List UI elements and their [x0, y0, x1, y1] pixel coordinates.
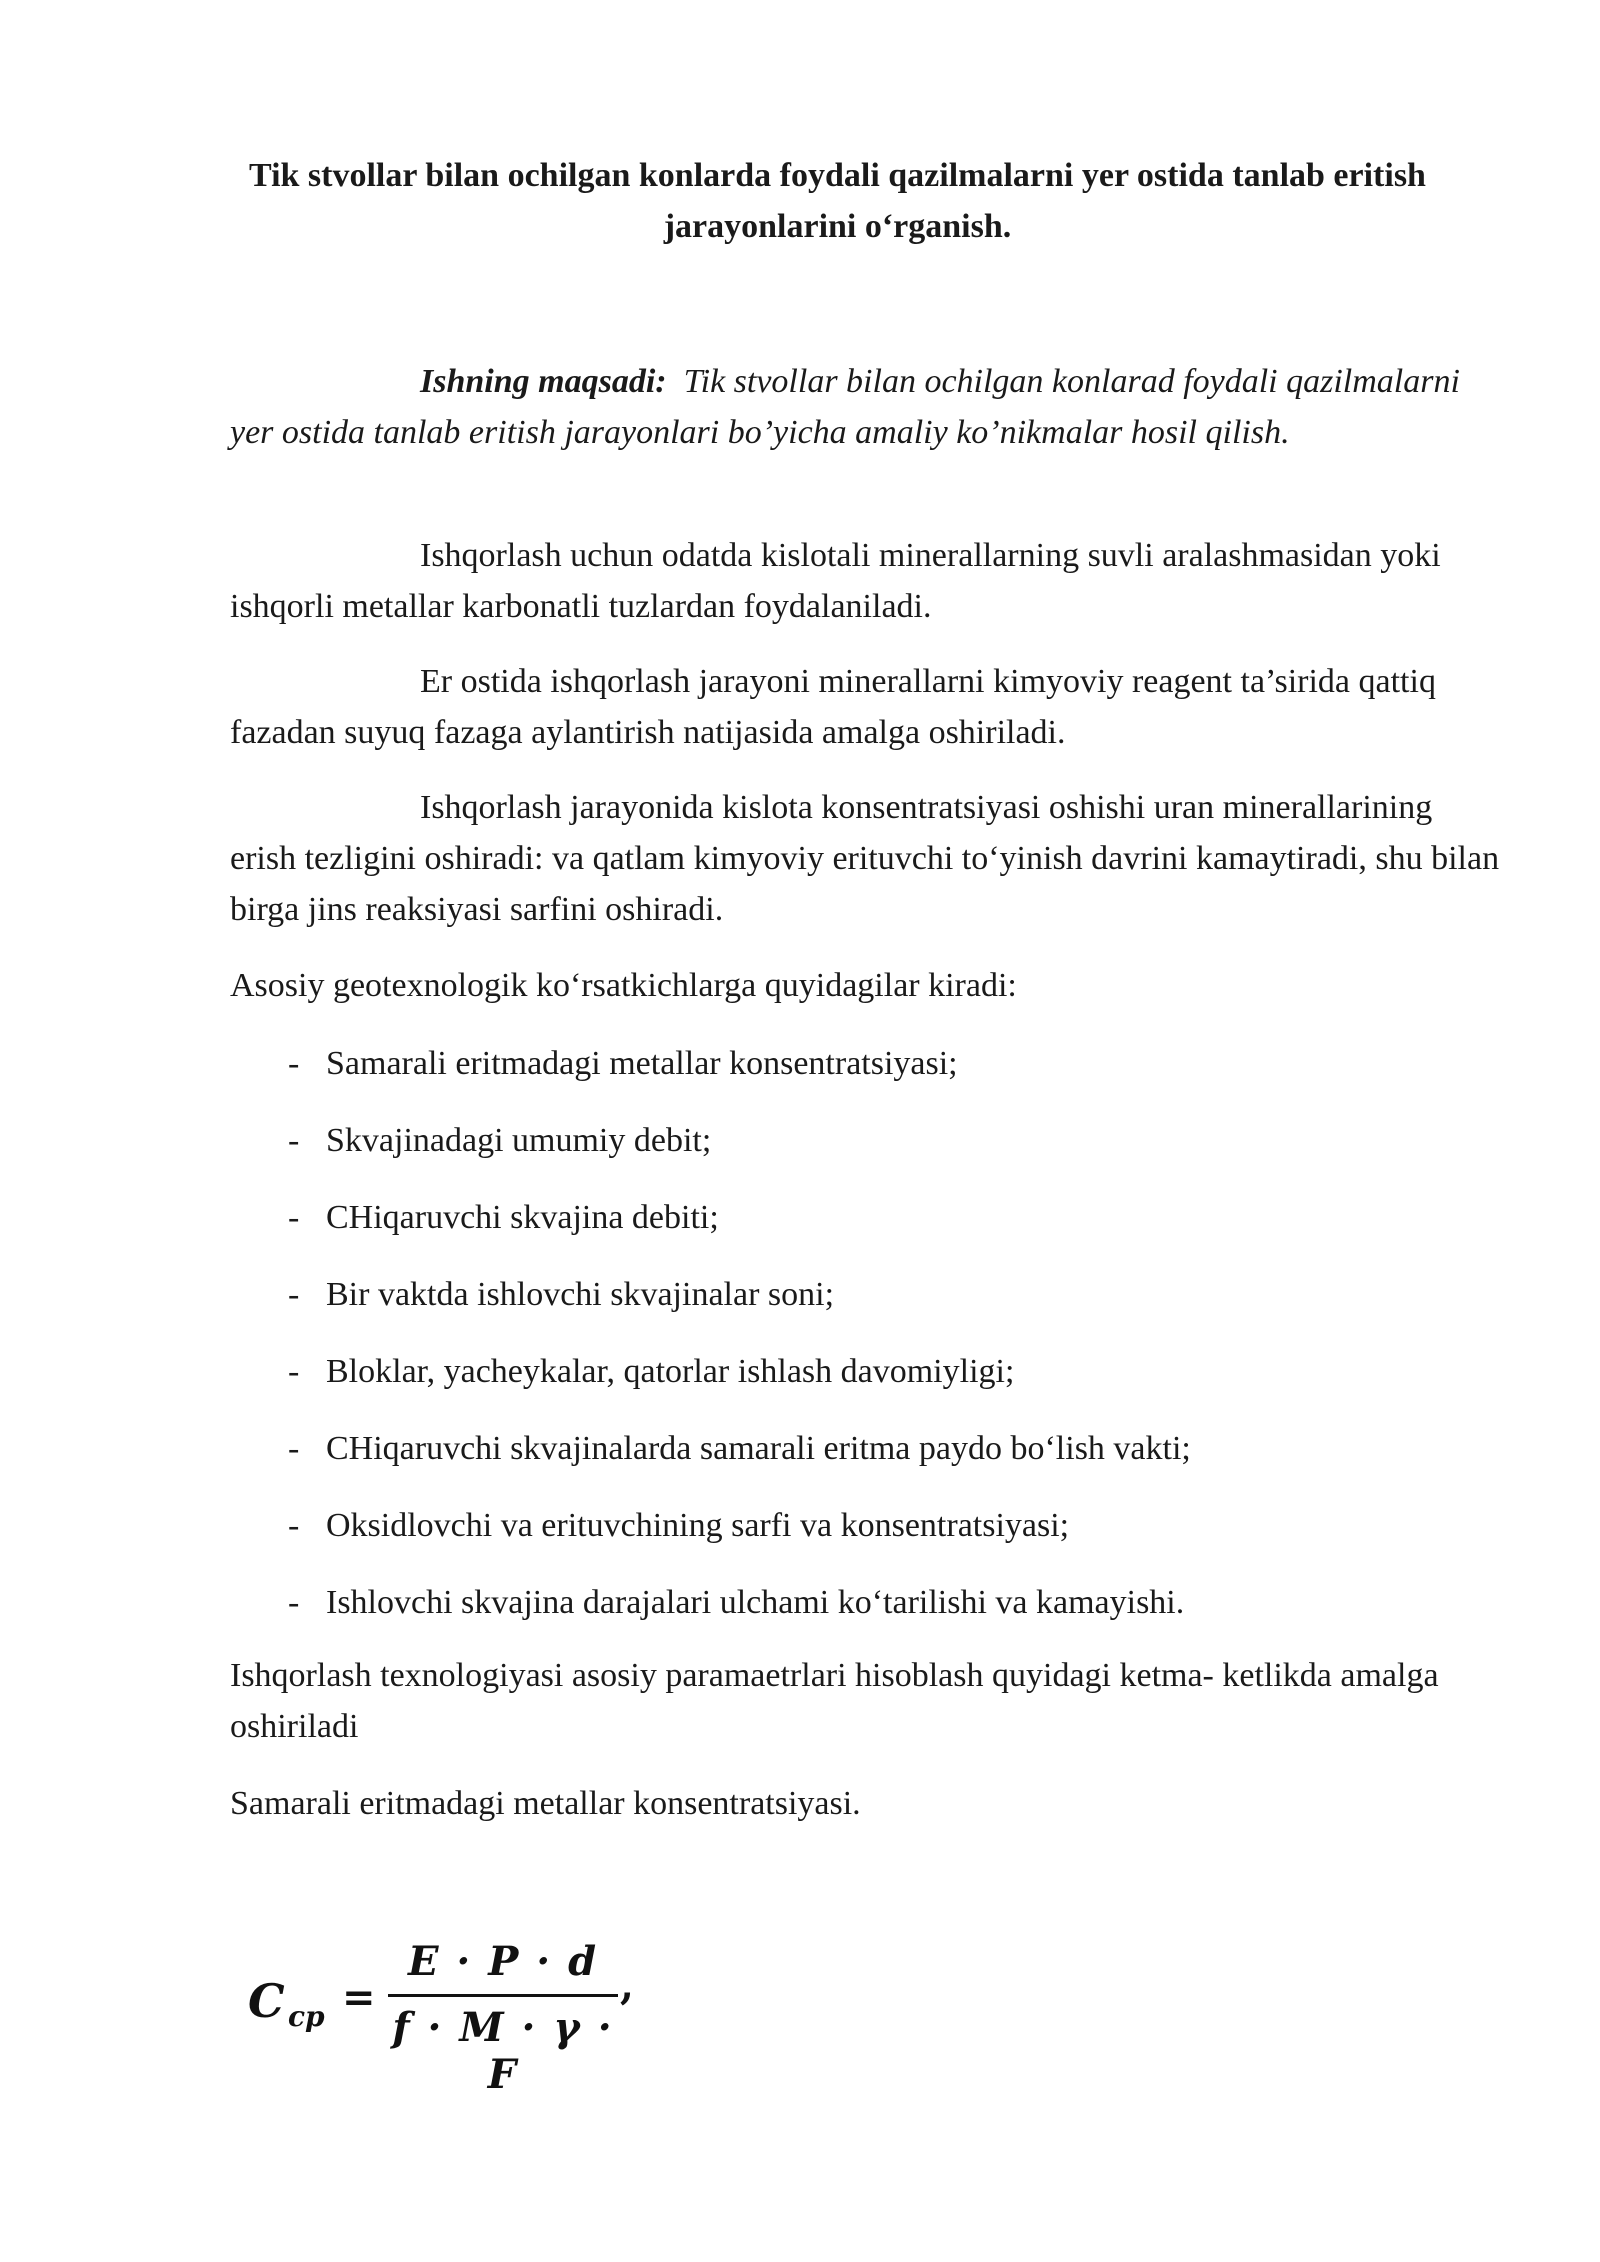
- paragraph-2: Er ostida ishqorlash jarayoni minerallarni kimyoviy reagent ta’sirida qattiq fazadan suyuq fazaga aylantirish natijasida amalga oshiriladi.: [230, 663, 1436, 751]
- list-dash: -: [288, 1430, 300, 1467]
- concentration-formula: [248, 1938, 634, 2098]
- list-intro: Asosiy geotexnologik ko‘rsatkichlarga quyidagilar kiradi:: [230, 967, 1017, 1004]
- paragraph-1: Ishqorlash uchun odatda kislotali minerallarning suvli aralashmasidan yoki ishqorli metallar karbonatli tuzlardan foydalaniladi.: [230, 537, 1441, 625]
- goal-label: Ishning maqsadi:: [420, 363, 667, 400]
- list-item: [288, 1346, 1191, 1423]
- list-dash: -: [288, 1276, 300, 1313]
- list-item-text: CHiqaruvchi skvajinalarda samarali eritma paydo bo‘lish vakti;: [326, 1430, 1191, 1467]
- formula-numerator: E · P · d: [407, 1938, 599, 1985]
- list-item: [288, 1192, 1191, 1269]
- list-dash: -: [288, 1122, 300, 1159]
- list-item: [288, 1115, 1191, 1192]
- document-title: Tik stvollar bilan ochilgan konlarda foydali qazilmalarni yer ostida tanlab eritish jarayonlarini o‘rganish.: [249, 157, 1426, 245]
- list-dash: -: [288, 1353, 300, 1390]
- calc-intro: Ishqorlash texnologiyasi asosiy paramaetrlari hisoblash quyidagi ketma- ketlikda amalga oshiriladi: [230, 1657, 1439, 1745]
- list-item-text: Skvajinadagi umumiy debit;: [326, 1122, 712, 1159]
- list-item-text: Samarali eritmadagi metallar konsentratsiyasi;: [326, 1045, 958, 1082]
- list-dash: -: [288, 1584, 300, 1621]
- list-item-text: Ishlovchi skvajina darajalari ulchami ko‘tarilishi va kamayishi.: [326, 1584, 1185, 1621]
- list-item: [288, 1500, 1191, 1577]
- formula-comma: ,: [620, 1962, 634, 2009]
- list-item: [288, 1038, 1191, 1115]
- formula-fraction-bar: [388, 1994, 618, 1997]
- list-item-text: CHiqaruvchi skvajina debiti;: [326, 1199, 719, 1236]
- list-item: [288, 1423, 1191, 1500]
- formula-denominator: f · M · γ · F: [392, 2004, 614, 2098]
- formula-equals: =: [342, 1974, 376, 2021]
- list-item: [288, 1269, 1191, 1346]
- formula-subscript: cp: [288, 2000, 325, 2033]
- formula-caption: Samarali eritmadagi metallar konsentratsiyasi.: [230, 1785, 861, 1822]
- list-item-text: Bloklar, yacheykalar, qatorlar ishlash davomiyligi;: [326, 1353, 1015, 1390]
- goal-text: Tik stvollar bilan ochilgan konlarad foydali qazilmalarni yer ostida tanlab eritish jarayonlari bo’yicha amaliy ko’nikmalar hosil qilish.: [230, 363, 1460, 451]
- formula-lhs: C: [248, 1974, 285, 2028]
- goal-paragraph: [230, 356, 1500, 458]
- list-item: [288, 1577, 1191, 1654]
- paragraph-3: Ishqorlash jarayonida kislota konsentratsiyasi oshishi uran minerallarining erish tezligini oshiradi: va qatlam kimyoviy erituvchi to‘yinish davrini kamaytiradi, shu bilan birga jins reaksiyasi sarfini oshiradi.: [230, 789, 1500, 928]
- list-dash: -: [288, 1507, 300, 1544]
- list-item-text: Bir vaktda ishlovchi skvajinalar soni;: [326, 1276, 835, 1313]
- indicator-list: [288, 1038, 1191, 1654]
- list-dash: -: [288, 1199, 300, 1236]
- list-dash: -: [288, 1045, 300, 1082]
- list-item-text: Oksidlovchi va erituvchining sarfi va konsentratsiyasi;: [326, 1507, 1070, 1544]
